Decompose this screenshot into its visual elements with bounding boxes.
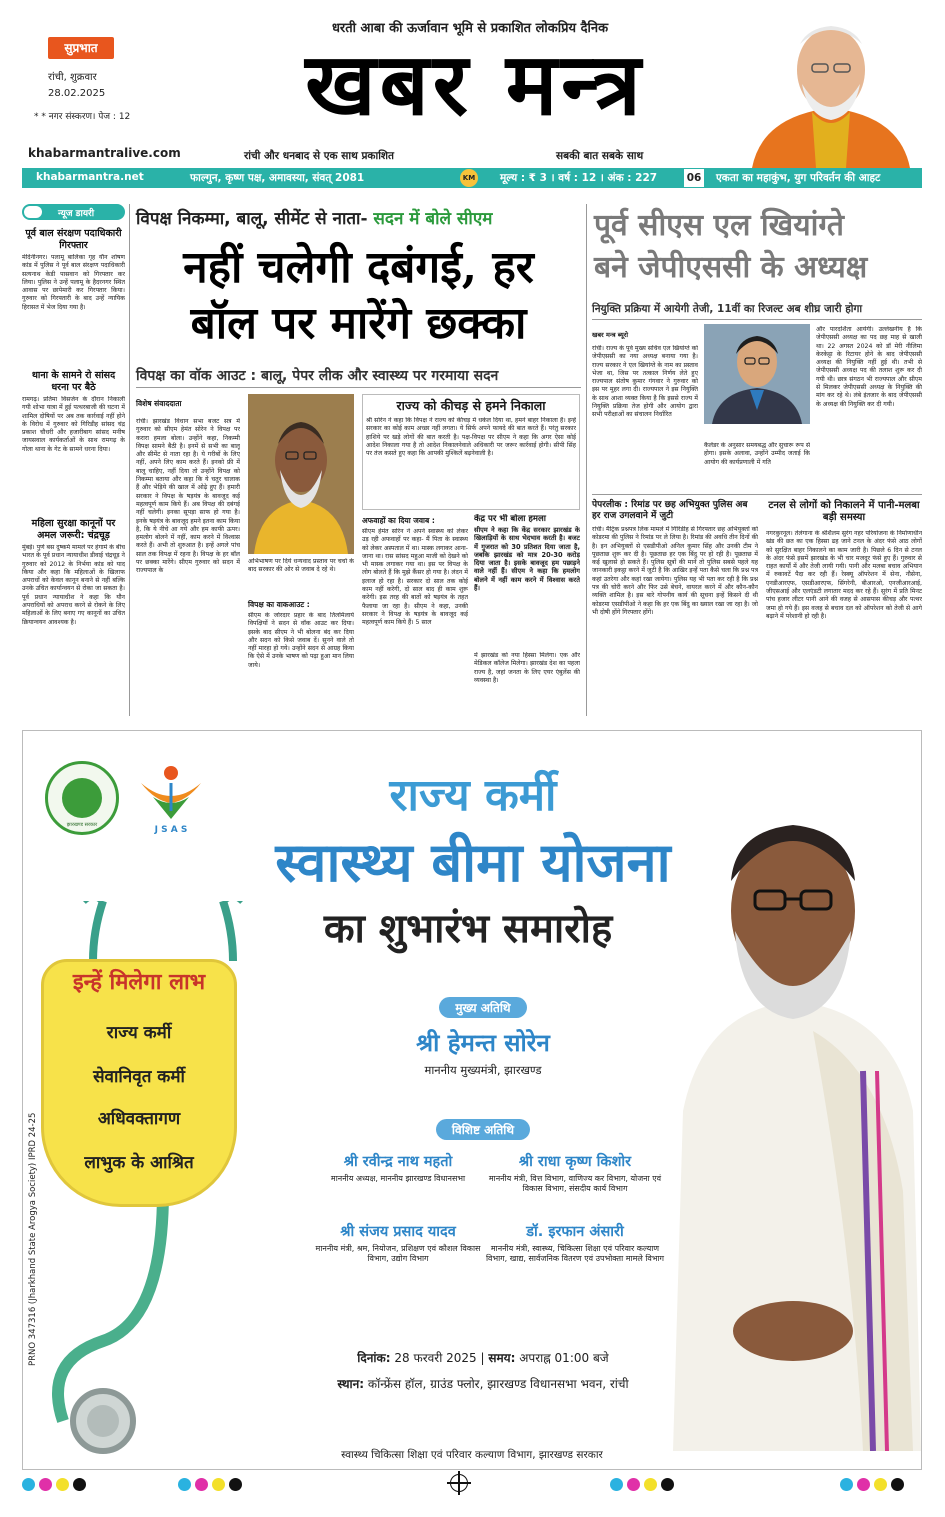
- sidebar-item-1-body: मेदिनीनगर। पलामू बालिका गृह यौन शोषण कांड में पुलिस ने पूर्व बाल संरक्षण पदाधिकारी सत्यनाथ केडी पासवान को गिरफ्तार कर लिया। पुलिस ने उन्हें पलामू के हैदरनगर स्थित आवास पर छापेमारी कर गिरफ्तार किया। गुरुवार को गिरफ्तारी के बाद उन्हें न्यायिक हिरासत में भेज दिया गया है।: [22, 254, 125, 311]
- chief-guest-label: मुख्य अतिथि: [439, 997, 526, 1018]
- guest-2-title: माननीय मंत्री, वित्त विभाग, वाणिज्य कर विभाग, योजना एवं विकास विभाग, संसदीय कार्य विभाग: [488, 1174, 662, 1193]
- info-bar: [22, 168, 922, 188]
- benefit-2: सेवानिवृत कर्मी: [93, 1067, 185, 1087]
- date-sep: |: [480, 1351, 489, 1365]
- event-date-line: [283, 1349, 683, 1366]
- time-label: समय:: [488, 1351, 516, 1365]
- venue-label: स्थान:: [337, 1377, 365, 1391]
- masthead-tagline: धरती आबा की ऊर्जावान भूमि से प्रकाशित लोकप्रिय दैनिक: [331, 21, 609, 36]
- chief-guest-pill: [313, 997, 653, 1018]
- benefits-head: इन्हें मिलेगा लाभ: [72, 970, 206, 995]
- cyan-mark-icon: [178, 1478, 191, 1491]
- guest-2-name: श्री राधा कृष्ण किशोर: [518, 1154, 632, 1170]
- lead-col-3-subhead: अफवाहों का दिया जवाब :: [362, 516, 435, 525]
- sidebar-item-2-body: रामगढ़। प्रतिमा विसर्जन के दौरान निकाली गयी शोभा यात्रा में हुई पत्थरबाजी की घटना में शामिल दोषियों पर अब तक कार्रवाई नहीं होने के विरोध में गुरुवार को गिरिडीह सांसद चंद्र प्रकाश चौधरी और हजारीबाग सांसद मनीष जायसवाल कार्यकर्ताओं के साथ रामगढ़ के गोला थाना के गेट के सामने धरना दिया।: [22, 396, 125, 453]
- lead-subhead-rule: [136, 387, 581, 388]
- right-col-3: और पारदर्शिता आयेगी। उल्लेखनीय है कि जेपीएससी अध्यक्ष का पद छह माह से खाली था। 22 अगस्त 2024 को डॉ मेरी नीलिमा केरकेट्टा के रिटायर होने के बाद जेपीएससी अध्यक्ष की नियुक्ति नहीं हुई थी। तभी से जेपीएससी अध्यक्ष पद की तलाश शुरू कर दी गयी थी। छात्र संगठन भी राज्यपाल और सीएम से मिलकर जेपीएससी अध्यक्ष के नियुक्ति की मांग कर रहे थे। लंबे इंतजार के बाद जेपीएससी के अध्यक्ष की नियुक्ति कर दी गयी।: [816, 326, 922, 408]
- column-rule: [586, 204, 587, 716]
- paperleak-head: पेपरलीक : रिमांड पर छह अभियुक्त पुलिस अब हर राज उगलवाने में जुटी: [592, 500, 748, 521]
- guest-1: [313, 1151, 483, 1184]
- chief-guest-block: [313, 997, 653, 1078]
- black-mark-icon: [229, 1478, 242, 1491]
- date-label: दिनांक:: [357, 1351, 391, 1365]
- yellow-mark-icon: [874, 1478, 887, 1491]
- lead-kicker: [136, 206, 581, 229]
- edition-badge: सुप्रभात: [48, 37, 114, 59]
- lead-kicker-black: विपक्ष निकम्मा, बालू, सीमेंट से नाता-: [136, 209, 368, 229]
- guest-3-title: माननीय मंत्री, श्रम, नियोजन, प्रशिक्षण एवं कौशल विकास विभाग, उद्योग विभाग: [315, 1244, 481, 1263]
- special-guest-label: विशिष्ट अतिथि: [436, 1119, 530, 1140]
- tunnel-head: टनल से लोगों को निकालने में पानी-मलबा बड़ी समस्या: [768, 500, 920, 523]
- event-venue-line: [253, 1375, 713, 1392]
- lead-col-1: रांची। झारखंड विधान सभा बजट सत्र में गुरुवार को सीएम हेमंत सोरेन ने विपक्ष पर करारा हमला बोला। उन्होंने कहा, निकम्मी विपक्ष सामने बैठी है। इनमें से सभी का बालू और सीमेंट से नाता रहा है। ये गरीबों के लिए नहीं, अपने लिए काम करते हैं। इनको फ्री में बालू चाहिए, नहीं दिया तो उन्होंने विपक्ष को निकम्मा बताया और कहा कि ये चतुर चालाक हैं और भेड़िये की खाल में ओढ़े हुए हैं। हमारी सरकार ने विपक्ष के षड़यंत्र के बावजूद कई महत्वपूर्ण काम किये हैं। अब विपक्ष की दबंगई नहीं चलेगी। इनका सूपड़ा साफ हो गया है। इनके षड़यंत्र के बावजूद हमने इतना काम किया है, कि ये नीचे आ गये और हम काफी ऊपर। हमलोग बोलने में नहीं, काम करने में विश्वास करते हैं। अभी तो शुरुआत है। इन्हें अगले पांच साल तक विपक्ष में रहना है। विपक्ष के हर बॉल पर छक्का मारेंगे। सीएम गुरुवार को सदन में राज्यपाल के: [136, 418, 240, 575]
- tunnel-body: नगरकुरनूल। तेलंगाना के श्रीशैलम सुरंग नहर परियोजना के निर्माणाधीन खंड की छत का एक हिस्सा ढह जाने टनल के अंदर फंसे आठ लोगों को सुरक्षित बाहर निकालने का काम जारी है। पिछले 6 दिन से टनल के अंदर फंसे इसमें झारखंड के भी चार मजदूर फंसे हुए हैं। गुरुवार से राहत कार्यों में और तेजी लायी गयी। पानी और मलबा बचाव अभियान में रुकावटें पैदा कर रही हैं। रेस्क्यू ऑपरेशन में सेना, नौसेना, एनडीआरएफ, एसडीआरएफ, सिंगरेनी, बीआरओ, एनजीआरआई, जीएसआई और एलएंडटी लगातार मदद कर रहे हैं। सुरंग में प्रति मिनट पांच हजार लीटर पानी आने की वजह से आसपास कीचड़ और पत्थर जमा हो गये हैं। इस वजह से बचाव दल को ऑपरेशन को तेजी से आगे बढ़ाने में परेशानी हो रही है।: [766, 530, 922, 620]
- yellow-mark-icon: [644, 1478, 657, 1491]
- prno-label: PRNO 347316 (Jharkhand State Arogya Society) IPRD 24-25: [28, 1112, 38, 1366]
- yellow-mark-icon: [56, 1478, 69, 1491]
- cyan-mark-icon: [610, 1478, 623, 1491]
- registration-marks-mid-left: [178, 1476, 246, 1495]
- right-headline-1: पूर्व सीएस एल खियांग्ते: [594, 208, 844, 243]
- guest-3: [313, 1221, 483, 1264]
- special-guest-pill: [313, 1119, 653, 1140]
- benefit-4: लाभुक के आश्रित: [84, 1153, 194, 1173]
- lead-byline: विशेष संवाददाता: [136, 399, 182, 408]
- benefit-1: राज्य कर्मी: [106, 1023, 172, 1043]
- lead-col-2: अभिभाषण पर दिये धन्यवाद प्रस्ताव पर चर्चा के बाद सरकार की ओर से जवाब दे रहे थे।: [248, 558, 354, 574]
- issue-date: 28.02.2025: [48, 88, 106, 99]
- info-slogan: एकता का महाकुंभ, युग परिवर्तन की आहट: [716, 172, 881, 184]
- lead-box: [362, 394, 580, 510]
- benefits-card: [41, 959, 237, 1207]
- date-value: 28 फरवरी 2025: [394, 1351, 477, 1365]
- right-col-2: कैलेंडर के अनुसार समयबद्ध और सुचारू रूप से होगा। इसके अलावा, उन्होंने उम्मीद जताई कि आयोग की कार्यप्रणाली में गति: [704, 442, 810, 466]
- guest-3-name: श्री संजय प्रसाद यादव: [340, 1224, 456, 1240]
- lead-box-head: राज्य को कीचड़ से हमने निकाला: [396, 398, 546, 413]
- masthead-sub-right: सबकी बात सबके साथ: [556, 150, 644, 162]
- jsas-label: J S A S: [154, 825, 188, 835]
- registration-marks-mid-right: [610, 1476, 678, 1495]
- lead-col-4: में झारखंड को नया हिस्सा मिलेगा। एक और मेडिकल कॉलेज मिलेगा। झारखंड देश का पहला राज्य है, जहां जनता के लिए एयर एंबुलेंस की व्यवस्था है।: [474, 652, 580, 684]
- crosshair-icon: [450, 1474, 468, 1492]
- seal-text: झारखण्ड सरकार: [66, 822, 98, 828]
- registration-marks-right: [840, 1476, 908, 1495]
- lead-box-body: श्री सोरेन ने कहा कि विपक्ष ने राज्य को कीचड़ में धकेल दिया था, हमने बाहर निकाला है। इन्हें सरकार का कोई काम अच्छा नहीं लगता। ये सिर्फ अपने फायदे की बात करते हैं। परंतु सरकार हाशिये पर खड़े लोगों की बात करती है। पक्ष-विपक्ष पर सीएम ने कहा कि अगर ऐसा कोई आदेश निकाला गया है तो आदेश निकालनेवाले अधिकारी पर जरूर कार्रवाई होगी। सीपी सिंह पर तंज कसते हुए कहा कि आपकी मुश्किलें बढ़नेवाली है।: [366, 417, 576, 458]
- benefit-3: अधिवक्तागण: [97, 1109, 181, 1129]
- news-diary-label: [22, 204, 125, 220]
- info-logo: KM: [460, 169, 478, 187]
- right-headline-2: बने जेपीएससी के अध्यक्ष: [594, 250, 868, 285]
- guest-4-title: माननीय मंत्री, स्वास्थ्य, चिकित्सा शिक्षा एवं परिवार कल्याण विभाग, खाद्य, सार्वजनिक वितरण एवं उपभोक्ता मामले विभाग: [485, 1244, 665, 1263]
- ad-footer: स्वास्थ्य चिकित्सा शिक्षा एवं परिवार कल्याण विभाग, झारखण्ड सरकार: [341, 1449, 603, 1461]
- paperleak-body: रांची। मैट्रिक प्रश्नपत्र लिक मामले में गिरिडीह से गिरफ्तार छह अभियुक्तों को कोडरमा की पुलिस ने रिमांड पर ले लिया है। रिमांड की अवधि तीन दिनों की है। इन अभियुक्तों से एसडीपीओ अनिल कुमार सिंह और उनकी टीम ने पूछताछ शुरू कर दी है। पूछताछ हर एक बिंदु पर हो रही है। पूछताछ में कई खुलासे हो सकते हैं। पुलिस सूत्रों की मानें तो पुलिस सबसे पहले यह जानकारी इकट्ठा करने में जुटी है कि आखिर इन्हें पता कैसे चला कि प्रश्न पत्र कहां उतरेगा और कहां रखा जायेगा। पुलिस यह भी पता कर रही है कि प्रश्न पत्र की चोरी करने और फिर उसे बेचने, वायरल करने में और कौन-कौन व्यक्ति शामिल है। इस बारे गोपनीय कार्य की सूचना इन्हें किसने दी थी कोडरमा एसडीपीओ ने कहा कि हर एक बिंदु का ख्याल रखा जा रहा है। जो भी दोषी होंगे गिरफ्तार होंगे।: [592, 526, 758, 616]
- right-subhead-rule: [592, 319, 922, 320]
- cm-portrait: [663, 771, 922, 1451]
- leader-portrait: [742, 12, 920, 168]
- venue-value: कॉन्फ्रेंस हॉल, ग्राउंड फ्लोर, झारखण्ड विधानसभा भवन, रांची: [367, 1377, 629, 1391]
- right-col-1: रांची। राज्य के पूर्व मुख्य सचिव एल खियांग्ते को जेपीएससी का नया अध्यक्ष बनाया गया है। राज्य सरकार ने एल खियांग्ते के नाम का प्रस्ताव भेजा था, जिस पर तत्काल निर्णय लेते हुए राज्यपाल संतोष कुमार गंगवार ने गुरुवार को इस पर मुहर लगा दी। राज्यपाल ने इस नियुक्ति के साथ आशा व्यक्त किया है कि इससे राज्य में नियुक्ति प्रक्रिया तेज होगी और आयोग द्वारा सभी परीक्षाओं का संचालन निर्धारित: [592, 345, 698, 419]
- guest-2: [485, 1151, 665, 1194]
- jsas-logo-icon: [131, 761, 211, 839]
- sidebar-item-1-head: पूर्व बाल संरक्षण पदाधिकारी गिरफ्तार: [25, 228, 122, 251]
- lead-col-3: सीएम हेमंत सोरेन ने अपने स्वास्थ्य को लेकर उड़ रही अफवाहों पर कहा- मैं पिता के स्वास्थ्य को लेकर अस्पताल में था। मास्क लगाकर आना-जाना था। रास सांसद महुआ माजी को देखने को भी मास्क लगाकर गया था। इस पर विपक्ष के लोग बोलते हैं कि मुझे कैंसर हो गया है। लंदन में इलाज हो रहा है। सरकार दो साल तक कोई काम नहीं करेगी, दो साल बाद ही काम शुरू करेगी। इस तरह की बातों को षड़यंत्र के तहत फैलाया जा रहा है। सीएम ने कहा, उनकी सरकार ने विपक्ष के षड़यंत्र के बावजूद कई महत्वपूर्ण काम किये हैं। 5 साल: [362, 528, 468, 627]
- official-photo: [704, 324, 810, 424]
- lead-kicker-green: सदन में बोले सीएम: [373, 209, 493, 229]
- time-value: अपराह्न 01:00 बजे: [519, 1351, 609, 1365]
- lead-headline-2: बॉल पर मारेंगे छक्का: [190, 298, 527, 349]
- right-mid-rule: [592, 494, 922, 495]
- chief-guest-title: माननीय मुख्यमंत्री, झारखण्ड: [424, 1063, 542, 1077]
- guest-1-title: माननीय अध्यक्ष, माननीय झारखण्ड विधानसभा: [330, 1174, 466, 1183]
- lead-col-2-after: सीएम के जोरदार प्रहार के बाद तिलमिलाये विपक्षियों ने सदन से वॉक आउट कर दिया। इसके बाद सीएम ने भी बोलना बंद कर दिया और सदन को किसे जवाब दें। सुनने वाले तो नहीं मारहा हो गये। उन्होंने सदन से आग्रह किया कि ऐसे में उनके भाषण को पढ़ा हुआ मान लिया जाये।: [248, 612, 354, 669]
- magenta-mark-icon: [39, 1478, 52, 1491]
- lead-col-2-subhead: विपक्ष का वाकआउट :: [248, 600, 310, 609]
- registration-marks-left: [22, 1476, 90, 1495]
- lead-center-head: केंद्र पर भी बोला हमला: [474, 514, 546, 524]
- black-mark-icon: [661, 1478, 674, 1491]
- guest-1-name: श्री रवीन्द्र नाथ महतो: [343, 1154, 453, 1170]
- info-box: 06: [684, 169, 704, 187]
- info-site[interactable]: khabarmantra.net: [36, 171, 144, 183]
- right-subhead: नियुक्ति प्रक्रिया में आयेगी तेजी, 11वीं का रिजल्ट अब शीघ्र जारी होगा: [592, 303, 863, 315]
- black-mark-icon: [73, 1478, 86, 1491]
- cyan-mark-icon: [840, 1478, 853, 1491]
- news-diary-title: न्यूज डायरी: [58, 209, 95, 219]
- ad-title-3: का शुभारंभ समारोह: [323, 905, 613, 952]
- right-byline: खबर मन्त्र ब्यूरो: [592, 331, 629, 339]
- newspaper-title: खबर मन्त्र: [305, 34, 645, 135]
- cm-photo: [248, 394, 354, 554]
- magenta-mark-icon: [195, 1478, 208, 1491]
- lead-center-box: [474, 514, 580, 642]
- lead-center-body: सीएम ने कहा कि केंद्र सरकार झारखंड के खिलाड़ियों के साथ भेदभाव करती है। बजट में गुजरात को 30 प्रतिशत दिया जाता है, जबकि झारखंड को मात्र 20-30 करोड़ दिया जाता है। इसके बावजूद हम पछाड़ने वाले नहीं हैं। सीएम ने कहा कि हमलोग बोलने में नहीं काम करने में विश्वास करते हैं।: [474, 526, 580, 593]
- news-diary-sidebar: [22, 204, 125, 718]
- guest-4-name: डॉ. इरफान अंसारी: [526, 1224, 624, 1240]
- ad-title-1: राज्य कर्मी: [389, 770, 557, 821]
- sidebar-item-2-head: थाना के सामने रो सांसद धरना पर बैठे: [31, 370, 116, 393]
- website-link[interactable]: khabarmantralive.com: [28, 146, 181, 160]
- jharkhand-seal-icon: [45, 761, 119, 835]
- black-mark-icon: [891, 1478, 904, 1491]
- cyan-mark-icon: [22, 1478, 35, 1491]
- lead-subhead: विपक्ष का वॉक आउट : बालू, पेपर लीक और स्वास्थ्य पर गरमाया सदन: [136, 368, 499, 384]
- lead-headline-1: नहीं चलेगी दबंगई, हर: [183, 242, 534, 293]
- edition-info: * * नगर संस्करण। पेज : 12: [34, 112, 131, 122]
- sidebar-item-3-body: मुंबई। पुणे बस दुष्कर्म मामले पर हंगामे के बीच भारत के पूर्व प्रधान न्यायाधीश डीवाई चंद्रचूड़ ने गुरुवार को 2012 के निर्भया कांड को याद किया और कहा कि महिलाओं के खिलाफ अपराधों को केवल कानून बनाने से नहीं बल्कि उनके उचित कार्यान्वयन से रोका जा सकता है। पूर्व प्रधान न्यायाधीश ने कहा कि यौन अपराधियों को अपराध करने से रोकने के लिए महिलाओं के लिए बनाए गए कानूनों का उचित क्रियान्वयन आवश्यक है।: [22, 544, 125, 626]
- yellow-mark-icon: [212, 1478, 225, 1491]
- health-scheme-ad: [22, 730, 922, 1470]
- sidebar-item-3-head: महिला सुरक्षा कानूनों पर अमल जरूरी: चंद्रचूड़: [31, 518, 116, 541]
- guest-4: [485, 1221, 665, 1264]
- column-rule: [129, 204, 130, 716]
- ad-title-2: स्वास्थ्य बीमा योजना: [275, 830, 671, 894]
- magenta-mark-icon: [857, 1478, 870, 1491]
- news-diary-icon: [24, 206, 42, 218]
- city-day: रांची, शुक्रवार: [48, 72, 97, 83]
- info-price: मूल्य : ₹ 3 । वर्ष : 12 । अंक : 227: [500, 172, 658, 184]
- masthead: [0, 0, 945, 166]
- masthead-sub-left: रांची और धनबाद से एक साथ प्रकाशित: [244, 150, 395, 162]
- info-hindu-date: फाल्गुन, कृष्ण पक्ष, अमावस्या, संवत् 2081: [190, 172, 365, 184]
- seal-inner: [62, 778, 102, 818]
- magenta-mark-icon: [627, 1478, 640, 1491]
- chief-guest-name: श्री हेमन्त सोरेन: [416, 1028, 550, 1057]
